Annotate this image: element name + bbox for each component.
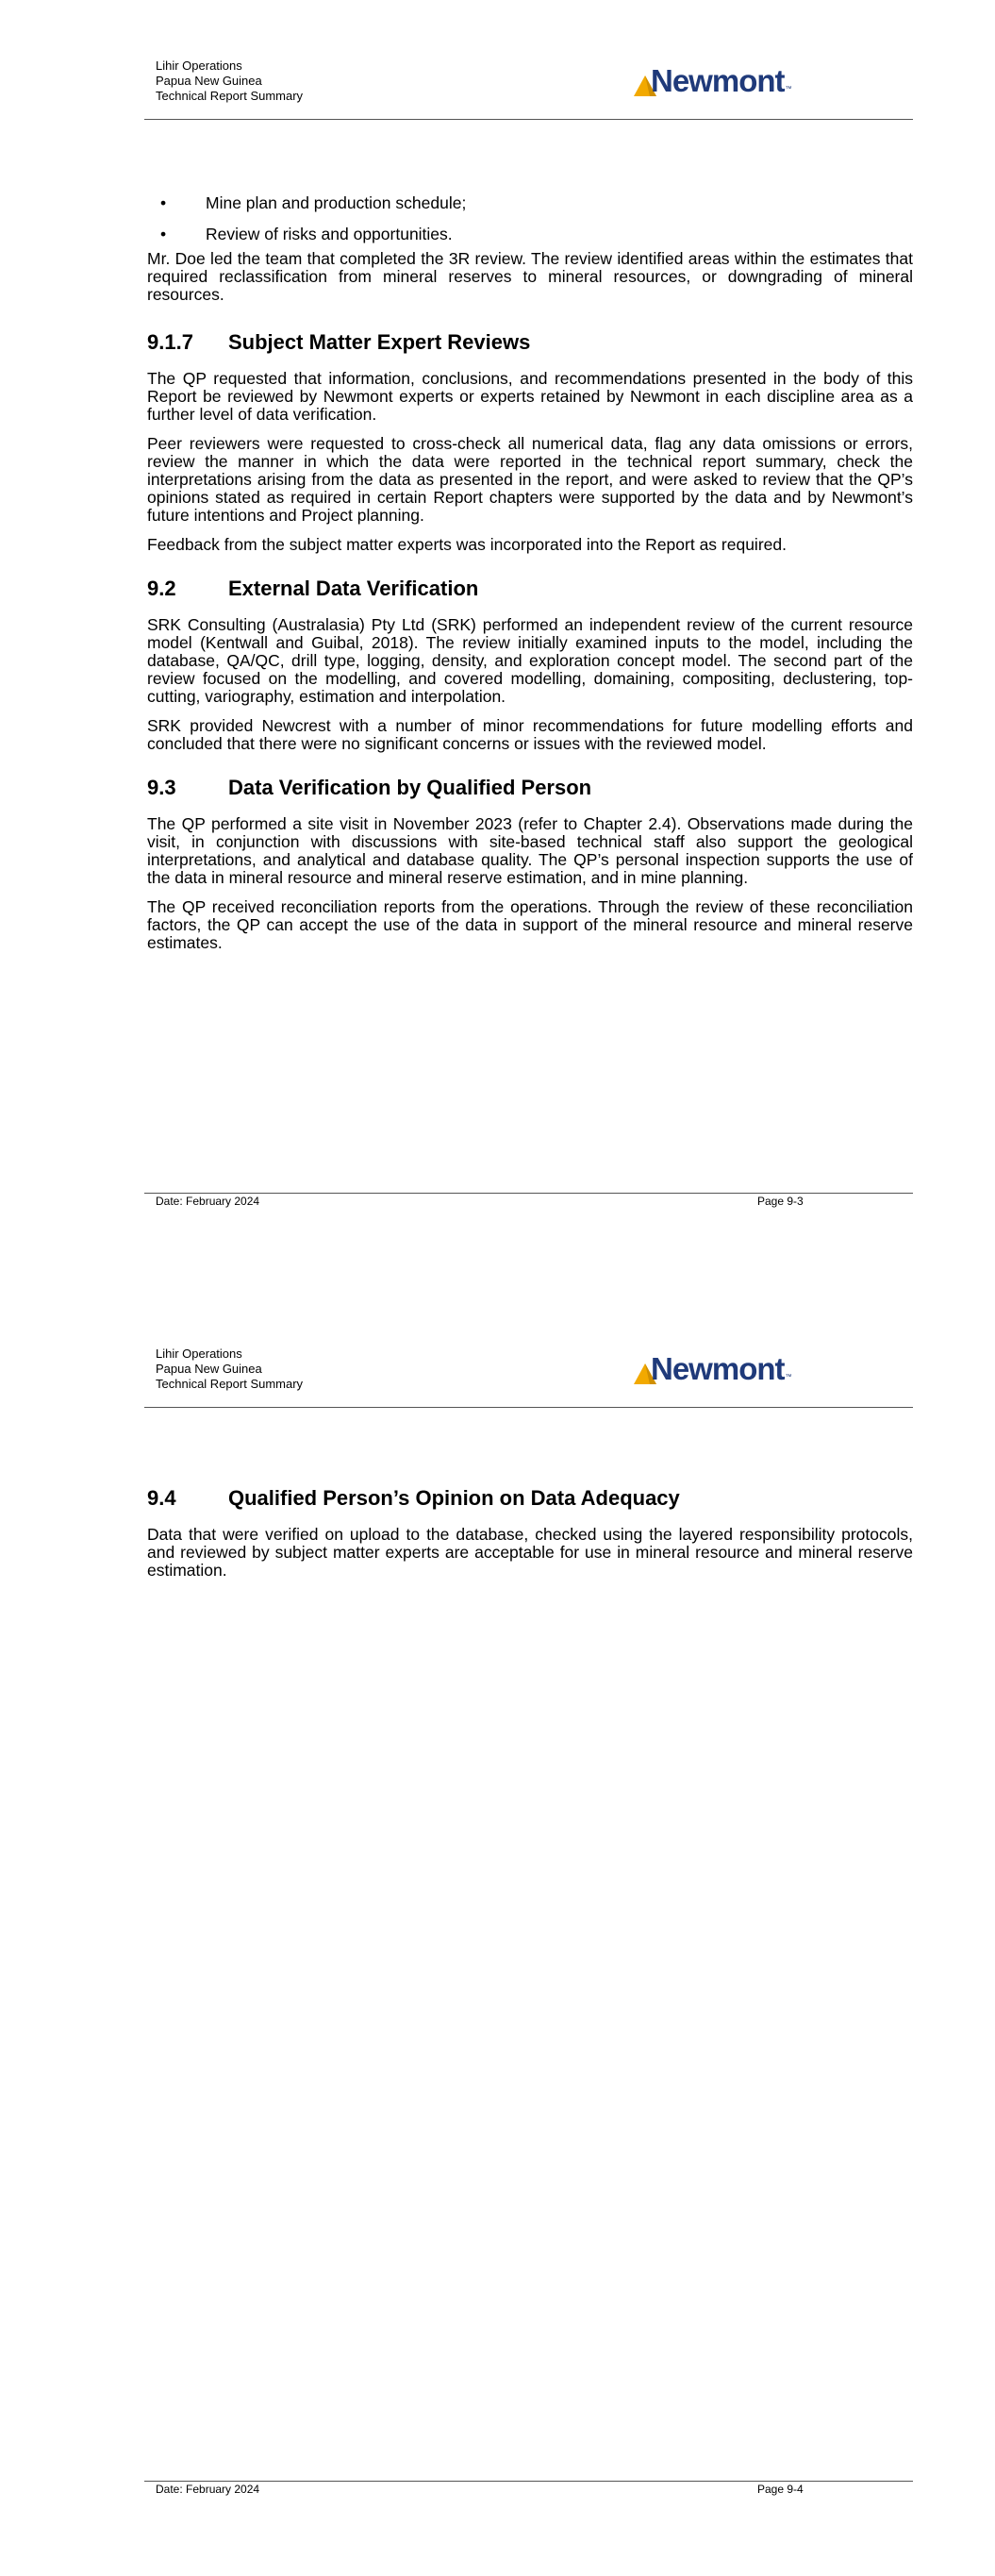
section-number: 9.3 (147, 776, 176, 799)
section-title: Subject Matter Expert Reviews (228, 330, 531, 354)
list-item (147, 194, 913, 212)
header-country: Papua New Guinea (156, 1362, 262, 1376)
section-number: 9.2 (147, 577, 176, 600)
list-item-text: Mine plan and production schedule; (206, 193, 467, 212)
section-number: 9.1.7 (147, 330, 193, 354)
newmont-logo (634, 62, 792, 96)
footer-date: Date: February 2024 (156, 1195, 260, 1208)
logo-trademark: ™ (785, 86, 792, 92)
paragraph: Data that were verified on upload to the database, checked using the layered responsibility protocols, and reviewed by subject matter experts are acceptable for use in mineral resource and mineral reserve estimation. (147, 1525, 913, 1580)
section-title: Qualified Person’s Opinion on Data Adequacy (228, 1486, 680, 1510)
list-item (147, 226, 913, 243)
paragraph: SRK provided Newcrest with a number of minor recommendations for future modelling efforts and concluded that there were no significant concerns or issues with the reviewed model. (147, 716, 913, 753)
paragraph: The QP requested that information, conclusions, and recommendations presented in the body of this Report be reviewed by Newmont experts or experts retained by Newmont in each discipline area as a further level of data verification. (147, 369, 913, 424)
logo-wordmark: Newmont (651, 1351, 785, 1386)
header-operation: Lihir Operations (156, 59, 242, 73)
paragraph: The QP received reconciliation reports from the operations. Through the review of these reconciliation factors, the QP can accept the use of the data in support of the mineral resource and mineral reserve estimates. (147, 897, 913, 952)
paragraph: The QP performed a site visit in November 2023 (refer to Chapter 2.4). Observations made during the visit, in conjunction with discussions with site-based technical staff also support the geological interpretations, and analytical and database quality. The QP’s personal inspection supports the use of the data in mineral resource and mineral reserve estimation, and in mine planning. (147, 814, 913, 887)
section-heading-9-2 (147, 577, 913, 601)
section-number: 9.4 (147, 1486, 176, 1510)
section-title: External Data Verification (228, 577, 479, 600)
section-heading-9-4 (147, 1486, 913, 1511)
paragraph: Feedback from the subject matter experts was incorporated into the Report as required. (147, 535, 787, 554)
newmont-logo (634, 1350, 792, 1384)
list-item-text: Review of risks and opportunities. (206, 225, 453, 243)
footer-divider (144, 1193, 913, 1194)
footer-date: Date: February 2024 (156, 2483, 260, 2496)
header-country: Papua New Guinea (156, 74, 262, 88)
page-9-4 (0, 1288, 995, 2576)
paragraph-3r-review: Mr. Doe led the team that completed the 3R review. The review identified areas within the estimates that required reclassification from mineral reserves to mineral resources, or downgrading of mineral resources. (147, 249, 913, 304)
footer-page-number: Page 9-4 (757, 2483, 804, 2496)
section-heading-9-1-7 (147, 330, 913, 355)
logo-trademark: ™ (785, 1374, 792, 1380)
header-divider (144, 1407, 913, 1408)
section-heading-9-3 (147, 776, 913, 800)
header-report-type: Technical Report Summary (156, 1377, 304, 1391)
footer-divider (144, 2481, 913, 2482)
bullet-icon: • (160, 193, 167, 212)
header-operation: Lihir Operations (156, 1347, 242, 1361)
page-body (147, 1486, 913, 1591)
page-header-text (156, 1347, 303, 1392)
header-report-type: Technical Report Summary (156, 89, 304, 103)
header-divider (144, 119, 913, 120)
section-title: Data Verification by Qualified Person (228, 776, 592, 799)
bullet-icon: • (160, 225, 167, 243)
page-body (147, 194, 913, 963)
page-header-text (156, 59, 303, 104)
logo-wordmark: Newmont (651, 63, 785, 98)
footer-page-number: Page 9-3 (757, 1195, 804, 1208)
paragraph: SRK Consulting (Australasia) Pty Ltd (SRK) performed an independent review of the current resource model (Kentwall and Guibal, 2018). The review initially examined inputs to the model, including the database, QA/QC, drill type, logging, density, and exploration concept model. The second part of the review focused on the modelling, and covered modelling, domaining, compositing, declustering, top-cutting, variography, estimation and interpolation. (147, 615, 913, 706)
paragraph: Peer reviewers were requested to cross-check all numerical data, flag any data omissions or errors, review the manner in which the data were reported in the technical report summary, check the interpretations arising from the data as presented in the report, and were asked to review that the QP’s opinions stated as required in certain Report chapters were supported by the data and by Newmont’s future intentions and Project planning. (147, 434, 913, 525)
